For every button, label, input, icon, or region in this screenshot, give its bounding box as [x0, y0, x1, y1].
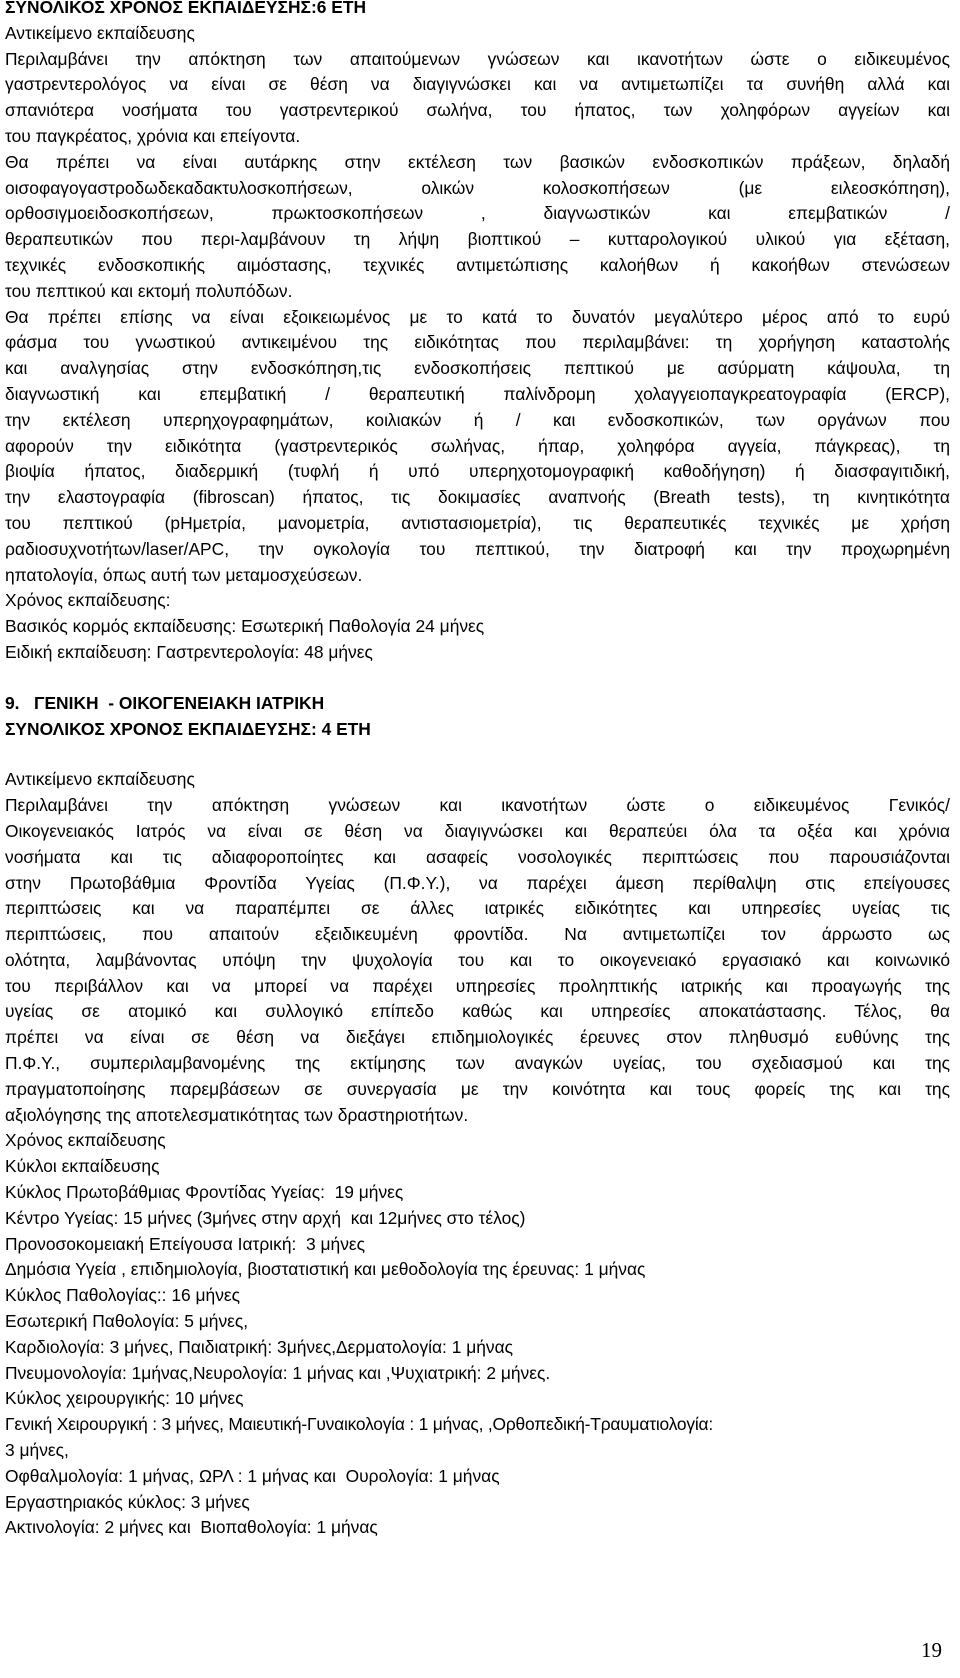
paragraph-line: περιπτώσεις, που απαιτούν εξειδικευμένη φροντίδα. Να αντιμετωπίζει τον άρρωστο ως	[5, 924, 950, 945]
paragraph-line: Θα πρέπει επίσης να είναι εξοικειωμένος με το κατά το δυνατόν μεγαλύτερο μέρος από το ευρύ	[5, 306, 950, 327]
page-number: 19	[921, 1638, 942, 1662]
cycle-line: Κέντρο Υγείας: 15 μήνες (3μήνες στην αρχή και 12μήνες στο τέλος)	[5, 1207, 526, 1228]
paragraph-line: του περιβάλλον και να μπορεί να παρέχει υπηρεσίες προληπτικής ιατρικής και προαγωγής της	[5, 975, 950, 996]
paragraph-line: την ελαστογραφία (fibroscan) ήπατος, τις δοκιμασίες αναπνοής (Breath tests), τη κινητικότητα	[5, 487, 950, 508]
paragraph-line: διαγνωστική και επεμβατική / θεραπευτική παλίνδρομη χολαγγειοπαγκρεατογραφία (ERCP),	[5, 383, 950, 404]
spacer	[5, 742, 950, 767]
paragraph-line: του πεπτικού (pHμετρία, μανομετρία, αντιστασιομετρία), τις θεραπευτικές τεχνικές με χρήση	[5, 512, 950, 533]
paragraph-line: Περιλαμβάνει την απόκτηση των απαιτούμενων γνώσεων και ικανοτήτων ώστε ο ειδικευμένος	[5, 48, 950, 69]
subject-label: Αντικείμενο εκπαίδευσης	[5, 769, 195, 790]
paragraph-line: Θα πρέπει να είναι αυτάρκης στην εκτέλεση των βασικών ενδοσκοπικών πράξεων, δηλαδή	[5, 151, 950, 172]
paragraph-line: αφορούν την ειδικότητα (γαστρεντερικός σωλήνας, ήπαρ, χοληφόρα αγγεία, πάγκρεας), τη	[5, 435, 950, 456]
total-duration-heading: ΣΥΝΟΛΙΚΟΣ ΧΡΟΝΟΣ ΕΚΠΑΙΔΕΥΣΗΣ: 4 ΕΤΗ	[5, 718, 371, 739]
cycle-line: Κύκλος Πρωτοβάθμιας Φροντίδας Υγείας: 19 μήνες	[5, 1182, 404, 1203]
duration-line: Ειδική εκπαίδευση: Γαστρεντερολογία: 48 μήνες	[5, 641, 373, 662]
paragraph-line: Π.Φ.Υ., συμπεριλαμβανομένης της εκτίμησης των αναγκών υγείας, του σχεδιασμού και της	[5, 1053, 950, 1074]
paragraph-line: του παγκρέατος, χρόνια και επείγοντα.	[5, 125, 301, 146]
cycle-line: Προνοσοκομειακή Επείγουσα Ιατρική: 3 μήνες	[5, 1233, 366, 1254]
paragraph-line: βιοψία ήπατος, διαδερμική (τυφλή ή υπό υπερηχοτομογραφική καθοδήγηση) ή διασφαγιτιδική,	[5, 461, 950, 482]
paragraph-line: αξιολόγησης της αποτελεσματικότητας των δραστηριοτήτων.	[5, 1104, 469, 1125]
paragraph-line: πρέπει να είναι σε θέση να διεξάγει επιδημιολογικές έρευνες στον πληθυσμό ευθύνης της	[5, 1027, 950, 1048]
paragraph-line: του πεπτικού και εκτομή πολυπόδων.	[5, 280, 293, 301]
paragraph-line: Οικογενειακός Ιατρός να είναι σε θέση να διαγιγνώσκει και θεραπεύει όλα τα οξέα και χρόνια	[5, 820, 950, 841]
paragraph-line: σπανιότερα νοσήματα του γαστρεντερικού σωλήνα, του ήπατος, των χοληφόρων αγγείων και	[5, 100, 950, 121]
subject-label: Αντικείμενο εκπαίδευσης	[5, 22, 195, 43]
paragraph-line: ορθοσιγμοειδοσκοπήσεων, πρωκτοσκοπήσεων , διαγνωστικών και επεμβατικών /	[5, 203, 950, 224]
duration-label: Χρόνος εκπαίδευσης:	[5, 590, 171, 611]
duration-label: Χρόνος εκπαίδευσης	[5, 1130, 166, 1151]
paragraph-line: πραγματοποίησης παρεμβάσεων σε συνεργασία με την κοινότητα και τους φορείς της και της	[5, 1078, 950, 1099]
paragraph-line: Περιλαμβάνει την απόκτηση γνώσεων και ικανοτήτων ώστε ο ειδικευμένος Γενικός/	[5, 795, 950, 816]
cycle-line: Καρδιολογία: 3 μήνες, Παιδιατρική: 3μήνες,Δερματολογία: 1 μήνας	[5, 1336, 514, 1357]
paragraph-line: και αναλγησίας στην ενδοσκόπηση,τις ενδοσκοπήσεις πεπτικού με ασύρματη κάψουλα, τη	[5, 358, 950, 379]
cycle-line: Εσωτερική Παθολογία: 5 μήνες,	[5, 1311, 249, 1332]
cycle-line: Πνευμονολογία: 1μήνας,Νευρολογία: 1 μήνας και ,Ψυχιατρική: 2 μήνες.	[5, 1362, 551, 1383]
cycle-line: Γενική Χειρουργική : 3 μήνες, Μαιευτική-Γυναικολογία : 1 μήνας, ,Ορθοπεδική-Τραυματιολογία:	[5, 1414, 714, 1435]
section-title: 9. ΓΕΝΙΚΗ - ΟΙΚΟΓΕΝΕΙΑΚΗ ΙΑΤΡΙΚΗ	[5, 692, 325, 713]
paragraph-line: γαστρεντερολόγος να είναι σε θέση να διαγιγνώσκει και να αντιμετωπίζει τα συνήθη αλλά και	[5, 74, 950, 95]
paragraph-line: ραδιοσυχνοτήτων/laser/APC, την ογκολογία του πεπτικού, την διατροφή και την προχωρημένη	[5, 538, 950, 559]
paragraph-line: στην Πρωτοβάθμια Φροντίδα Υγείας (Π.Φ.Υ.), να παρέχει άμεση περίθαλψη στις επείγουσες	[5, 872, 950, 893]
duration-line: Βασικός κορμός εκπαίδευσης: Εσωτερική Παθολογία 24 μήνες	[5, 616, 485, 637]
paragraph-line: ηπατολογία, όπως αυτή των μεταμοσχεύσεων.	[5, 564, 363, 585]
paragraph-line: νοσήματα και τις αδιαφοροποίητες και ασαφείς νοσολογικές περιπτώσεις που παρουσιάζονται	[5, 846, 950, 867]
cycle-line: Δημόσια Υγεία , επιδημιολογία, βιοστατιστική και μεθοδολογία της έρευνας: 1 μήνας	[5, 1259, 646, 1280]
cycle-line: Εργαστηριακός κύκλος: 3 μήνες	[5, 1491, 250, 1512]
paragraph-line: υγείας σε ατομικό και συλλογικό επίπεδο καθώς και υπηρεσίες αποκατάστασης. Τέλος, θα	[5, 1001, 950, 1022]
paragraph-line: φάσμα του γνωστικού αντικειμένου της ειδικότητας που περιλαμβάνει: τη χορήγηση καταστολής	[5, 332, 950, 353]
paragraph-line: την εκτέλεση υπερηχογραφημάτων, κοιλιακών ή / και ενδοσκοπικών, των οργάνων που	[5, 409, 950, 430]
paragraph-line: θεραπευτικών που περι-λαμβάνουν τη λήψη βιοπτικού – κυτταρολογικού υλικού για εξέταση,	[5, 229, 950, 250]
paragraph-line: περιπτώσεις και να παραπέμπει σε άλλες ιατρικές ειδικότητες και υπηρεσίες υγείας τις	[5, 898, 950, 919]
paragraph-line: ολότητα, λαμβάνοντας υπόψη την ψυχολογία του και το οικογενειακό εργασιακό και κοινωνικό	[5, 949, 950, 970]
cycles-label: Κύκλοι εκπαίδευσης	[5, 1156, 160, 1177]
cycle-line: Οφθαλμολογία: 1 μήνας, ΩΡΛ : 1 μήνας και Ουρολογία: 1 μήνας	[5, 1465, 500, 1486]
document-page	[5, 0, 950, 1541]
total-duration-heading: ΣΥΝΟΛΙΚΟΣ ΧΡΟΝΟΣ ΕΚΠΑΙΔΕΥΣΗΣ:6 ΕΤΗ	[5, 0, 367, 17]
cycle-line: Κύκλος χειρουργικής: 10 μήνες	[5, 1388, 244, 1409]
spacer	[5, 666, 950, 691]
paragraph-line: οισοφαγογαστροδωδεκαδακτυλοσκοπήσεων, ολικών κολοσκοπήσεων (με ειλεοσκόπηση),	[5, 177, 950, 198]
paragraph-line: τεχνικές ενδοσκοπικής αιμόστασης, τεχνικές αντιμετώπισης καλοήθων ή κακοήθων στενώσεων	[5, 254, 950, 275]
cycle-line: 3 μήνες,	[5, 1440, 69, 1461]
cycle-line: Κύκλος Παθολογίας:: 16 μήνες	[5, 1285, 241, 1306]
cycle-line: Ακτινολογία: 2 μήνες και Βιοπαθολογία: 1 μήνας	[5, 1517, 378, 1538]
